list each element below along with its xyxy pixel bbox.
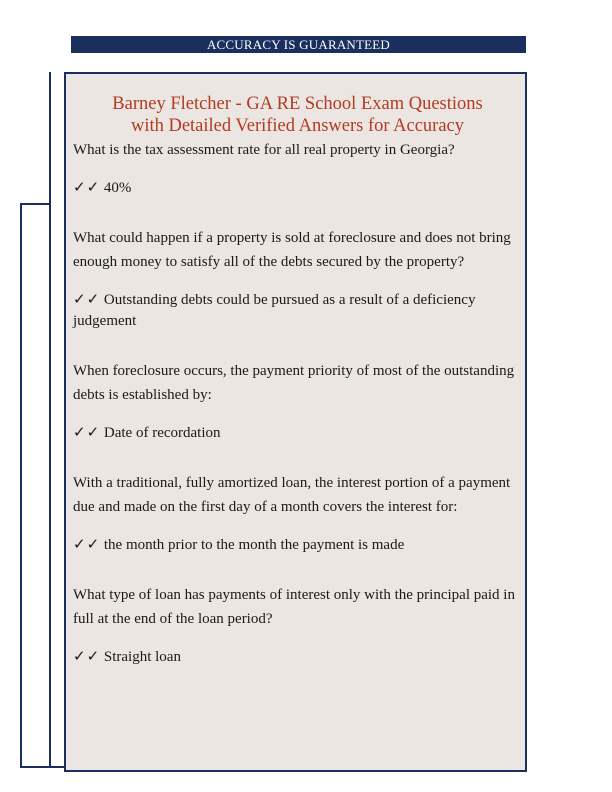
answer-text: 40% (103, 179, 132, 196)
double-check-icon: ✓✓ (73, 179, 101, 196)
question-text: What is the tax assessment rate for all real property in Georgia? (73, 142, 455, 158)
answer (73, 535, 523, 556)
answer-text: Straight loan (103, 648, 181, 665)
answer-text: the month prior to the month the payment is made (103, 536, 405, 553)
answer (73, 290, 523, 332)
question-text: When foreclosure occurs, the payment priority of most of the outstanding debts is established by: (73, 362, 515, 403)
question-text: What could happen if a property is sold at foreclosure and does not bring enough money to satisfy all of the debts secured by the property? (73, 229, 511, 270)
qa-item (73, 226, 523, 332)
answer-text: Outstanding debts could be pursued as a result of a deficiency judgement (73, 291, 476, 329)
answer (73, 178, 523, 199)
double-check-icon: ✓✓ (73, 648, 101, 665)
double-check-icon: ✓✓ (73, 536, 101, 553)
double-check-icon: ✓✓ (73, 291, 101, 308)
decorative-vertical-line (49, 72, 51, 768)
answer-text: Date of recordation (103, 424, 221, 441)
decorative-bracket (20, 203, 49, 768)
content-panel (64, 72, 527, 772)
accuracy-banner: ACCURACY IS GUARANTEED (71, 36, 526, 53)
qa-item (73, 359, 523, 444)
qa-item (73, 138, 523, 199)
qa-item (73, 583, 523, 668)
question-text: With a traditional, fully amortized loan, the interest portion of a payment due and made on the first day of a month covers the interest for: (73, 474, 511, 515)
document-title (66, 93, 529, 137)
answer (73, 647, 523, 668)
answer (73, 423, 523, 444)
double-check-icon: ✓✓ (73, 424, 101, 441)
question-text: What type of loan has payments of interest only with the principal paid in full at the end of the loan period? (73, 586, 515, 627)
title-line-1: Barney Fletcher - GA RE School Exam Questions (112, 94, 483, 114)
qa-list (73, 138, 523, 668)
title-line-2: with Detailed Verified Answers for Accuracy (130, 116, 465, 136)
qa-item (73, 471, 523, 556)
